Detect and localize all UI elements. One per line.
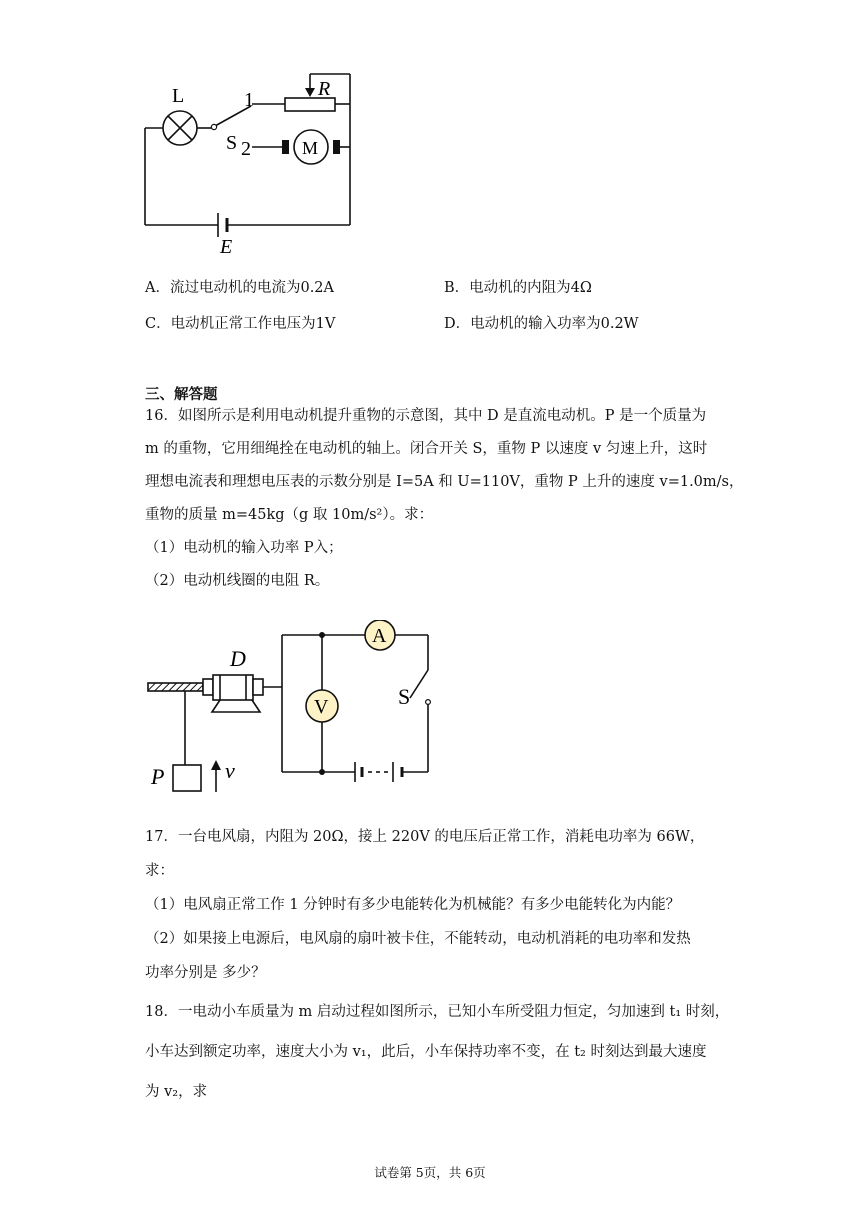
ammeter-label: A [372, 625, 387, 647]
circuit-diagram-1 [130, 60, 370, 260]
question-17 [145, 820, 725, 990]
voltmeter-label: V [314, 696, 329, 718]
page-footer: 试卷第 5页，共 6页 [374, 1165, 486, 1180]
q17-line: 求： [145, 863, 174, 879]
q17-line: 17．一台电风扇，内阻为 20Ω，接上 220V 的电压后正常工作，消耗电功率为 66W， [145, 829, 705, 845]
q16-line: 重物的质量 m=45kg（g 取 10m/s²）。求： [145, 507, 434, 523]
q18-line: 为 v₂，求 [145, 1084, 208, 1100]
option-b[interactable]: B．电动机的内阻为4Ω [444, 280, 592, 296]
question-18 [145, 992, 730, 1112]
battery-label: E [220, 236, 233, 258]
q16-subquestion: （2）电动机线圈的电阻 R。 [145, 573, 330, 589]
q16-line: 理想电流表和理想电压表的示数分别是 I=5A 和 U=110V，重物 P 上升的速度 v=1.0m/s， [145, 474, 744, 490]
question-16 [145, 400, 744, 598]
q16-line: 16．如图所示是利用电动机提升重物的示意图，其中 D 是直流电动机。P 是一个质量为 [145, 408, 707, 424]
velocity-label: v [225, 758, 235, 783]
q18-line: 小车达到额定功率，速度大小为 v₁，此后，小车保持功率不变，在 t₂ 时刻达到最大速度 [145, 1044, 707, 1060]
q17-subquestion: （2）如果接上电源后，电风扇的扇叶被卡住，不能转动，电动机消耗的电功率和发热 [145, 931, 691, 947]
option-a[interactable]: A．流过电动机的电流为0.2A [145, 280, 335, 296]
q17-subquestion: （1）电风扇正常工作 1 分钟时有多少电能转化为机械能？有多少电能转化为内能？ [145, 897, 681, 913]
option-c[interactable]: C．电动机正常工作电压为1V [145, 316, 336, 332]
circuit-diagram-2 [140, 620, 450, 800]
terminal-2-label: 2 [241, 138, 251, 160]
motor-d-label: D [230, 646, 246, 671]
switch-s-label: S [398, 684, 411, 709]
q18-line: 18．一电动小车质量为 m 启动过程如图所示，已知小车所受阻力恒定，匀加速到 t₁ 时刻， [145, 1004, 730, 1020]
motor-label: M [302, 138, 319, 158]
option-d[interactable]: D．电动机的输入功率为0.2W [444, 316, 639, 332]
weight-p-label: P [151, 764, 165, 789]
q16-subquestion: （1）电动机的输入功率 P入； [145, 540, 343, 556]
switch-label: S [226, 132, 238, 154]
q17-subquestion: 功率分别是 多少？ [145, 965, 266, 981]
q16-line: m 的重物，它用细绳拴在电动机的轴上。闭合开关 S，重物 P 以速度 v 匀速上升，这时 [145, 441, 708, 457]
rheostat-label: R [318, 78, 331, 100]
lamp-label: L [172, 85, 185, 107]
terminal-1-label: 1 [244, 89, 254, 111]
section-title: 三、解答题 [145, 386, 218, 403]
